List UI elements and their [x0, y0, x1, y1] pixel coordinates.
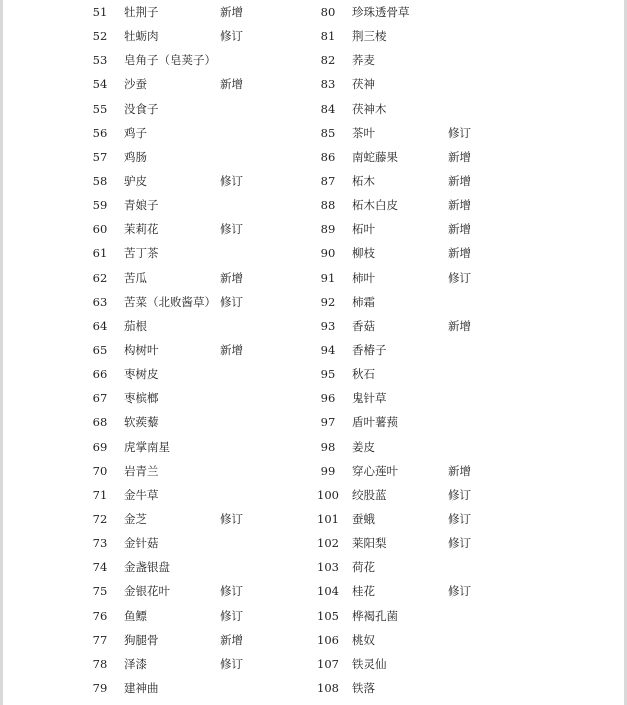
table-row [314, 652, 564, 676]
table-row [314, 266, 564, 290]
table-row [314, 604, 564, 628]
table-row [314, 507, 564, 531]
table-row [314, 386, 564, 410]
table-row [86, 604, 336, 628]
herb-name: 牡荆子 [124, 5, 159, 19]
table-row [86, 266, 336, 290]
row-number: 83 [320, 77, 336, 92]
table-row [314, 290, 564, 314]
table-row [86, 241, 336, 265]
table-row [86, 531, 336, 555]
table-row [86, 362, 336, 386]
row-number: 52 [92, 29, 108, 44]
row-number: 86 [320, 149, 336, 164]
table-row [86, 24, 336, 48]
row-number: 100 [317, 487, 339, 502]
status-label: 新增 [220, 77, 243, 92]
herb-name: 柘叶 [352, 222, 375, 237]
herb-name: 茉莉花 [124, 222, 159, 237]
table-row [86, 628, 336, 652]
herb-name: 香椿子 [352, 342, 387, 357]
herb-name: 金针菇 [124, 536, 159, 551]
row-number: 88 [320, 198, 336, 213]
table-row [314, 72, 564, 96]
row-number: 97 [320, 415, 336, 430]
herb-name: 桂花 [352, 584, 375, 599]
row-number: 55 [92, 101, 108, 116]
table-row [314, 338, 564, 362]
herb-name: 荷花 [352, 560, 375, 575]
herb-name: 香菇 [352, 318, 375, 333]
row-number: 80 [320, 5, 336, 19]
row-number: 77 [92, 632, 108, 647]
row-number: 79 [92, 680, 108, 695]
status-label: 修订 [448, 487, 471, 502]
herb-name: 鸡肠 [124, 149, 147, 164]
row-number: 87 [320, 173, 336, 188]
status-label: 新增 [220, 632, 243, 647]
status-label: 新增 [448, 463, 471, 478]
status-label: 修订 [220, 29, 243, 44]
herb-name: 柿霜 [352, 294, 375, 309]
row-number: 63 [92, 294, 108, 309]
herb-name: 鱼鳔 [124, 608, 147, 623]
table-row [314, 676, 564, 700]
table-row [314, 193, 564, 217]
row-number: 56 [92, 125, 108, 140]
status-label: 修订 [448, 584, 471, 599]
row-number: 104 [317, 584, 339, 599]
table-row [86, 676, 336, 700]
herb-name: 虎掌南星 [124, 439, 170, 454]
row-number: 108 [317, 680, 339, 695]
herb-name: 荞麦 [352, 53, 375, 68]
herb-name: 茄根 [124, 318, 147, 333]
herb-name: 桦褐孔菌 [352, 608, 398, 623]
row-number: 53 [92, 53, 108, 68]
table-row [314, 145, 564, 169]
row-number: 69 [92, 439, 108, 454]
herb-name: 苦丁茶 [124, 246, 159, 261]
herb-name: 金银花叶 [124, 584, 170, 599]
table-row [314, 241, 564, 265]
herb-name: 莱阳梨 [352, 536, 387, 551]
table-row [314, 24, 564, 48]
row-number: 75 [92, 584, 108, 599]
herb-name: 蚕蛾 [352, 511, 375, 526]
herb-name: 柘木 [352, 173, 375, 188]
row-number: 96 [320, 391, 336, 406]
row-number: 94 [320, 342, 336, 357]
table-row [86, 314, 336, 338]
table-row [314, 579, 564, 603]
row-number: 73 [92, 536, 108, 551]
herb-name: 枣槟榔 [124, 391, 159, 406]
herb-name: 沙蚕 [124, 77, 147, 92]
row-number: 78 [92, 656, 108, 671]
row-number: 54 [92, 77, 108, 92]
table-row [314, 555, 564, 579]
page-edge-left [0, 0, 3, 705]
status-label: 新增 [220, 270, 243, 285]
row-number: 68 [92, 415, 108, 430]
herb-name: 姜皮 [352, 439, 375, 454]
table-row [314, 314, 564, 338]
row-number: 89 [320, 222, 336, 237]
herb-name: 秋石 [352, 367, 375, 382]
row-number: 85 [320, 125, 336, 140]
status-label: 新增 [448, 318, 471, 333]
table-row [86, 435, 336, 459]
herb-name: 驴皮 [124, 173, 147, 188]
table-row [86, 555, 336, 579]
table-row [86, 72, 336, 96]
status-label: 修订 [220, 511, 243, 526]
row-number: 65 [92, 342, 108, 357]
table-row [86, 290, 336, 314]
table-row [314, 217, 564, 241]
table-row [86, 217, 336, 241]
herb-name: 牡蛎肉 [124, 29, 159, 44]
herb-name: 桃奴 [352, 632, 375, 647]
herb-name: 穿心莲叶 [352, 463, 398, 478]
table-row [86, 652, 336, 676]
table-row [314, 0, 564, 24]
herb-name: 金盏银盘 [124, 560, 170, 575]
table-row [86, 459, 336, 483]
table-row [314, 459, 564, 483]
status-label: 修订 [448, 125, 471, 140]
row-number: 58 [92, 173, 108, 188]
table-row [86, 338, 336, 362]
row-number: 102 [317, 536, 339, 551]
herb-name: 茶叶 [352, 125, 375, 140]
herb-name: 青娘子 [124, 198, 159, 213]
herb-name: 珍珠透骨草 [352, 5, 410, 19]
row-number: 101 [317, 511, 339, 526]
herb-name: 茯神木 [352, 101, 387, 116]
herb-name: 岩青兰 [124, 463, 159, 478]
herb-name: 柿叶 [352, 270, 375, 285]
herb-name: 苦菜（北败酱草） [124, 294, 216, 309]
table-row [86, 410, 336, 434]
row-number: 74 [92, 560, 108, 575]
herb-name: 荆三棱 [352, 29, 387, 44]
row-number: 92 [320, 294, 336, 309]
table-row [86, 507, 336, 531]
status-label: 修订 [448, 511, 471, 526]
herb-name: 绞股蓝 [352, 487, 387, 502]
herb-name: 铁落 [352, 680, 375, 695]
herb-name: 金芝 [124, 511, 147, 526]
table-row [314, 628, 564, 652]
table-row [314, 97, 564, 121]
table-row [86, 579, 336, 603]
table-row [86, 483, 336, 507]
row-number: 67 [92, 391, 108, 406]
herb-name: 柳枝 [352, 246, 375, 261]
status-label: 新增 [448, 246, 471, 261]
table-row [86, 169, 336, 193]
status-label: 修订 [220, 173, 243, 188]
row-number: 71 [92, 487, 108, 502]
row-number: 61 [92, 246, 108, 261]
table-row [314, 483, 564, 507]
status-label: 修订 [220, 584, 243, 599]
row-number: 103 [317, 560, 339, 575]
table-row [314, 435, 564, 459]
row-number: 107 [317, 656, 339, 671]
herb-name: 没食子 [124, 101, 159, 116]
herb-name: 软蒺藜 [124, 415, 159, 430]
row-number: 70 [92, 463, 108, 478]
row-number: 64 [92, 318, 108, 333]
row-number: 98 [320, 439, 336, 454]
row-number: 62 [92, 270, 108, 285]
status-label: 修订 [448, 536, 471, 551]
table-row [86, 48, 336, 72]
herb-name: 构树叶 [124, 342, 159, 357]
table-row [314, 169, 564, 193]
status-label: 修订 [448, 270, 471, 285]
table-row [314, 531, 564, 555]
status-label: 新增 [448, 198, 471, 213]
status-label: 新增 [448, 173, 471, 188]
table-row [86, 386, 336, 410]
table-row [314, 48, 564, 72]
row-number: 82 [320, 53, 336, 68]
right-column-list [314, 0, 564, 700]
status-label: 修订 [220, 294, 243, 309]
row-number: 57 [92, 149, 108, 164]
row-number: 60 [92, 222, 108, 237]
herb-name: 皂角子（皂荚子） [124, 53, 216, 68]
row-number: 59 [92, 198, 108, 213]
herb-name: 枣树皮 [124, 367, 159, 382]
table-row [86, 0, 336, 24]
herb-name: 盾叶薯蓣 [352, 415, 398, 430]
row-number: 81 [320, 29, 336, 44]
row-number: 90 [320, 246, 336, 261]
table-row [86, 193, 336, 217]
herb-name: 铁灵仙 [352, 656, 387, 671]
herb-name: 柘木白皮 [352, 198, 398, 213]
table-row [86, 145, 336, 169]
status-label: 修订 [220, 222, 243, 237]
table-row [314, 410, 564, 434]
status-label: 新增 [448, 149, 471, 164]
row-number: 93 [320, 318, 336, 333]
herb-name: 泽漆 [124, 656, 147, 671]
row-number: 95 [320, 367, 336, 382]
table-row [314, 362, 564, 386]
status-label: 修订 [220, 656, 243, 671]
table-row [86, 97, 336, 121]
herb-name: 狗腿骨 [124, 632, 159, 647]
row-number: 51 [92, 5, 108, 19]
row-number: 72 [92, 511, 108, 526]
status-label: 新增 [220, 342, 243, 357]
row-number: 84 [320, 101, 336, 116]
herb-name: 鸡子 [124, 125, 147, 140]
herb-name: 苦瓜 [124, 270, 147, 285]
left-column-list [86, 0, 336, 700]
row-number: 99 [320, 463, 336, 478]
herb-name: 鬼针草 [352, 391, 387, 406]
status-label: 新增 [448, 222, 471, 237]
herb-name: 金牛草 [124, 487, 159, 502]
row-number: 66 [92, 367, 108, 382]
status-label: 新增 [220, 5, 243, 19]
herb-name: 南蛇藤果 [352, 149, 398, 164]
row-number: 76 [92, 608, 108, 623]
status-label: 修订 [220, 608, 243, 623]
table-row [314, 121, 564, 145]
row-number: 106 [317, 632, 339, 647]
herb-name: 建神曲 [124, 680, 159, 695]
table-row [86, 121, 336, 145]
herb-name: 茯神 [352, 77, 375, 92]
row-number: 105 [317, 608, 339, 623]
row-number: 91 [320, 270, 336, 285]
